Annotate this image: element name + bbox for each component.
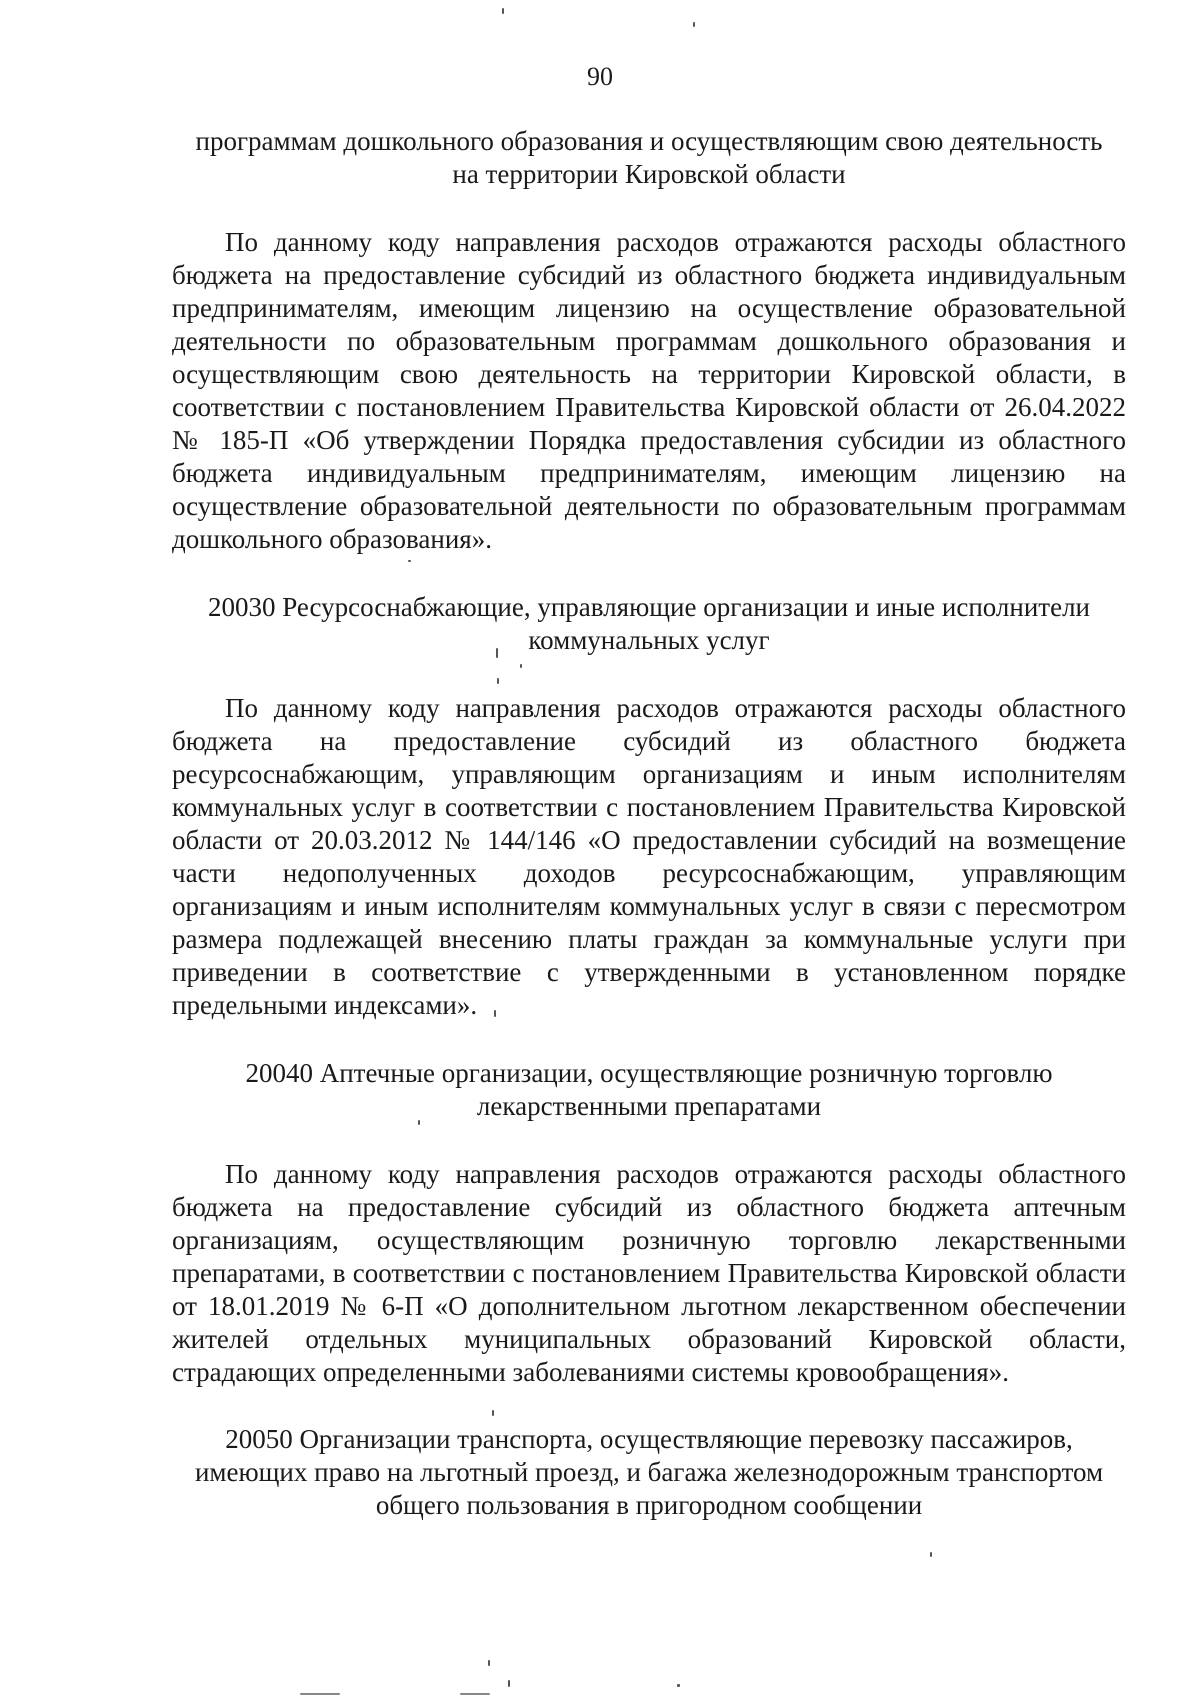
scan-speck [502, 8, 504, 14]
scan-speck [520, 664, 522, 668]
document-body [172, 125, 1126, 1522]
scan-speck [497, 678, 499, 684]
scan-speck [494, 1010, 496, 1017]
scan-speck [460, 1693, 490, 1695]
heading-line: 20040 Аптечные организации, осуществляющие розничную торговлю [245, 1058, 1053, 1088]
heading-line: общего пользования в пригородном сообщении [375, 1490, 923, 1520]
scan-speck [408, 560, 411, 562]
heading-line: имеющих право на льготный проезд, и багажа железнодорожным транспортом [194, 1457, 1104, 1487]
scan-speck [693, 22, 695, 27]
scan-speck [930, 1552, 932, 1557]
section-heading-20040 [172, 1057, 1126, 1123]
scan-speck [418, 1120, 420, 1125]
page-number: 90 [587, 62, 613, 91]
scan-speck [300, 1693, 340, 1695]
scan-speck [488, 1660, 490, 1666]
heading-line: на территории Кировской области [452, 159, 846, 189]
scan-speck [677, 1684, 680, 1687]
heading-line: 20030 Ресурсоснабжающие, управляющие организации и иные исполнители [207, 592, 1090, 622]
section-heading-continued [172, 125, 1126, 191]
heading-line: коммунальных услуг [528, 625, 770, 655]
section-heading-20050 [172, 1423, 1126, 1522]
paragraph-pharmacies: По данному коду направления расходов отражаются расходы областного бюджета на предоставление субсидий из областного бюджета аптечным организациям, осуществляющим розничную торговлю лекарственными препаратами, в соответствии с постановлением Правительства Кировской области от 18.01.2019 № 6-П «О дополнительном льготном лекарственном обеспечении жителей отдельных муниципальных образований Кировской области, страдающих определенными заболеваниями системы кровообращения». [172, 1159, 1126, 1387]
heading-line: программам дошкольного образования и осуществляющим свою деятельность [195, 126, 1103, 156]
heading-line: 20050 Организации транспорта, осуществляющие перевозку пассажиров, [225, 1424, 1073, 1454]
section-heading-20030 [172, 591, 1126, 657]
scan-speck [492, 1410, 494, 1416]
heading-line: лекарственными препаратами [476, 1091, 822, 1121]
paragraph-utilities: По данному коду направления расходов отражаются расходы областного бюджета на предоставление субсидий из областного бюджета ресурсоснабжающим, управляющим организациям и иным исполнителям коммунальных услуг в соответствии с постановлением Правительства Кировской области от 20.03.2012 № 144/146 «О предоставлении субсидий на возмещение части недополученных доходов ресурсоснабжающим, управляющим организациям и иным исполнителям коммунальных услуг в связи с пересмотром размера подлежащей внесению платы граждан за коммунальные услуги при приведении в соответствие с утвержденными в установленном порядке предельными индексами». [172, 693, 1126, 1020]
scan-speck [508, 1680, 510, 1687]
scan-speck [496, 648, 498, 658]
paragraph-individual-entrepreneurs: По данному коду направления расходов отражаются расходы областного бюджета на предоставление субсидий из областного бюджета индивидуальным предпринимателям, имеющим лицензию на осуществление образовательной деятельности по образовательным программам дошкольного образования и осуществляющим свою деятельность на территории Кировской области, в соответствии с постановлением Правительства Кировской области от 26.04.2022 № 185-П «Об утверждении Порядка предоставления субсидии из областного бюджета индивидуальным предпринимателям, имеющим лицензию на осуществление образовательной деятельности по образовательным программам дошкольного образования». [172, 227, 1126, 554]
